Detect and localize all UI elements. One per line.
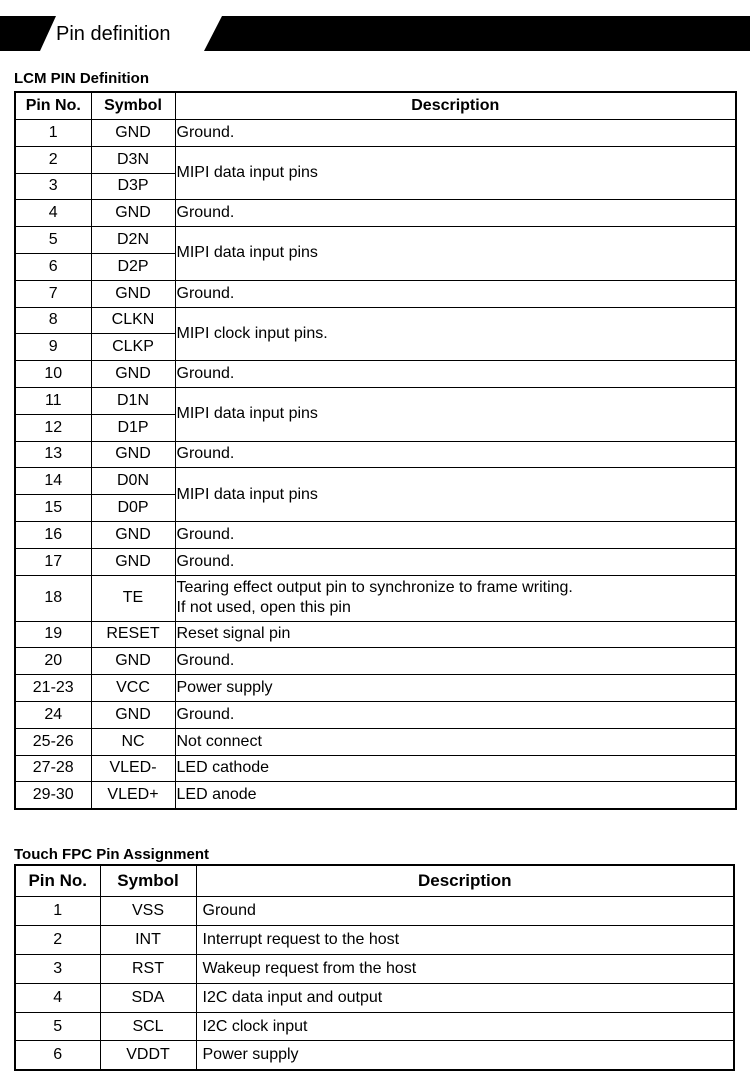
description-cell: Power supply: [175, 675, 736, 702]
pin-number-cell: 15: [15, 495, 91, 522]
description-cell: MIPI data input pins: [175, 387, 736, 441]
pin-number-cell: 3: [15, 173, 91, 200]
description-cell: Power supply: [196, 1041, 734, 1070]
table-row: [15, 755, 736, 782]
table-row: [15, 1041, 734, 1070]
description-cell: Ground.: [175, 548, 736, 575]
symbol-cell: D0P: [91, 495, 175, 522]
symbol-cell: CLKP: [91, 334, 175, 361]
description-cell: LED anode: [175, 782, 736, 809]
pin-number-cell: 29-30: [15, 782, 91, 809]
description-cell: Interrupt request to the host: [196, 925, 734, 954]
table-row: [15, 925, 734, 954]
table-header-row: [15, 92, 736, 120]
pin-number-cell: 6: [15, 253, 91, 280]
description-cell: Wakeup request from the host: [196, 954, 734, 983]
description-cell: I2C data input and output: [196, 983, 734, 1012]
symbol-cell: D1N: [91, 387, 175, 414]
table-row: [15, 575, 736, 621]
table-row: [15, 521, 736, 548]
pin-number-cell: 24: [15, 701, 91, 728]
pin-number-cell: 16: [15, 521, 91, 548]
symbol-cell: VLED+: [91, 782, 175, 809]
symbol-cell: SDA: [100, 983, 196, 1012]
description-cell: [175, 575, 736, 621]
symbol-cell: TE: [91, 575, 175, 621]
description-line: If not used, open this pin: [176, 599, 351, 617]
table-row: [15, 120, 736, 147]
description-cell: Not connect: [175, 728, 736, 755]
header-description: Description: [196, 865, 734, 897]
pin-number-cell: 11: [15, 387, 91, 414]
table-row: [15, 728, 736, 755]
table-row: [15, 200, 736, 227]
symbol-cell: GND: [91, 361, 175, 388]
symbol-cell: RESET: [91, 621, 175, 648]
symbol-cell: SCL: [100, 1012, 196, 1041]
table-row: [15, 361, 736, 388]
description-cell: Reset signal pin: [175, 621, 736, 648]
symbol-cell: CLKN: [91, 307, 175, 334]
symbol-cell: GND: [91, 648, 175, 675]
pin-number-cell: 13: [15, 441, 91, 468]
pin-number-cell: 12: [15, 414, 91, 441]
symbol-cell: NC: [91, 728, 175, 755]
symbol-cell: VCC: [91, 675, 175, 702]
pin-number-cell: 14: [15, 468, 91, 495]
symbol-cell: RST: [100, 954, 196, 983]
symbol-cell: GND: [91, 280, 175, 307]
touch-pin-table: [14, 864, 735, 1071]
description-cell: Ground.: [175, 280, 736, 307]
table-row: [15, 227, 736, 254]
description-cell: Ground.: [175, 361, 736, 388]
pin-number-cell: 6: [15, 1041, 100, 1070]
pin-number-cell: 1: [15, 120, 91, 147]
description-cell: Ground.: [175, 521, 736, 548]
symbol-cell: INT: [100, 925, 196, 954]
table-row: [15, 441, 736, 468]
pin-number-cell: 2: [15, 146, 91, 173]
description-cell: MIPI data input pins: [175, 146, 736, 200]
pin-number-cell: 3: [15, 954, 100, 983]
touch-section-title: Touch FPC Pin Assignment: [14, 846, 210, 863]
table-row: [15, 701, 736, 728]
symbol-cell: GND: [91, 548, 175, 575]
pin-number-cell: 9: [15, 334, 91, 361]
pin-number-cell: 20: [15, 648, 91, 675]
lcm-pin-table: [14, 91, 737, 810]
table-row: [15, 387, 736, 414]
symbol-cell: GND: [91, 701, 175, 728]
table-row: [15, 983, 734, 1012]
table-header-row: [15, 865, 734, 897]
table-row: [15, 621, 736, 648]
pin-number-cell: 2: [15, 925, 100, 954]
table-row: [15, 548, 736, 575]
description-cell: I2C clock input: [196, 1012, 734, 1041]
symbol-cell: VLED-: [91, 755, 175, 782]
pin-number-cell: 27-28: [15, 755, 91, 782]
table-row: [15, 307, 736, 334]
symbol-cell: VSS: [100, 897, 196, 926]
table-row: [15, 280, 736, 307]
description-cell: MIPI data input pins: [175, 468, 736, 522]
description-cell: Ground.: [175, 120, 736, 147]
symbol-cell: GND: [91, 521, 175, 548]
description-cell: Ground.: [175, 701, 736, 728]
symbol-cell: D2P: [91, 253, 175, 280]
description-line: Tearing effect output pin to synchronize to frame writing.: [176, 579, 573, 597]
lcm-section-title: LCM PIN Definition: [14, 70, 149, 87]
header-description: Description: [175, 92, 736, 120]
description-cell: Ground: [196, 897, 734, 926]
description-cell: MIPI clock input pins.: [175, 307, 736, 361]
description-cell: Ground.: [175, 200, 736, 227]
pin-number-cell: 25-26: [15, 728, 91, 755]
symbol-cell: D1P: [91, 414, 175, 441]
pin-number-cell: 4: [15, 983, 100, 1012]
table-row: [15, 954, 734, 983]
banner-title: Pin definition: [56, 23, 171, 45]
pin-number-cell: 7: [15, 280, 91, 307]
section-banner: [0, 16, 750, 51]
table-row: [15, 1012, 734, 1041]
header-pin-no: Pin No.: [15, 92, 91, 120]
table-row: [15, 897, 734, 926]
description-cell: LED cathode: [175, 755, 736, 782]
symbol-cell: D0N: [91, 468, 175, 495]
symbol-cell: D2N: [91, 227, 175, 254]
pin-number-cell: 8: [15, 307, 91, 334]
symbol-cell: D3N: [91, 146, 175, 173]
pin-number-cell: 10: [15, 361, 91, 388]
symbol-cell: GND: [91, 120, 175, 147]
pin-number-cell: 21-23: [15, 675, 91, 702]
header-symbol: Symbol: [91, 92, 175, 120]
description-cell: Ground.: [175, 441, 736, 468]
pin-number-cell: 5: [15, 1012, 100, 1041]
pin-number-cell: 19: [15, 621, 91, 648]
symbol-cell: GND: [91, 441, 175, 468]
header-pin-no: Pin No.: [15, 865, 100, 897]
symbol-cell: VDDT: [100, 1041, 196, 1070]
table-row: [15, 468, 736, 495]
symbol-cell: D3P: [91, 173, 175, 200]
table-row: [15, 675, 736, 702]
description-cell: Ground.: [175, 648, 736, 675]
table-row: [15, 782, 736, 809]
pin-number-cell: 1: [15, 897, 100, 926]
header-symbol: Symbol: [100, 865, 196, 897]
pin-number-cell: 5: [15, 227, 91, 254]
pin-number-cell: 4: [15, 200, 91, 227]
symbol-cell: GND: [91, 200, 175, 227]
table-row: [15, 146, 736, 173]
pin-number-cell: 17: [15, 548, 91, 575]
pin-number-cell: 18: [15, 575, 91, 621]
description-cell: MIPI data input pins: [175, 227, 736, 281]
table-row: [15, 648, 736, 675]
